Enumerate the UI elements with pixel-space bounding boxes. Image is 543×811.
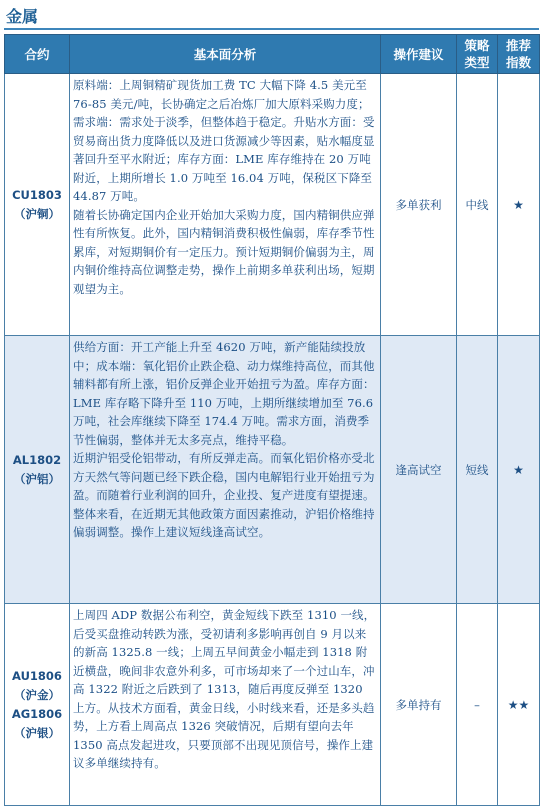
title-divider xyxy=(4,28,539,30)
strategy-cell: 短线 xyxy=(457,336,498,604)
table-row xyxy=(5,336,540,604)
analysis-cell xyxy=(70,604,381,806)
contract-code: AU1806 xyxy=(12,668,62,683)
analysis-cell xyxy=(70,74,381,336)
analysis-paragraph: 供给方面：开工产能上升至 4620 万吨，新产能陆续投放中；成本端：氧化铝价止跌企稳、动力煤维持高位，而其他辅料都有所上涨，铝价反弹企业开始扭亏为盈。库存方面：LME 库存略下降升至 110 万吨，上期所继续增加至 76.6 万吨，社会库继续下降至 174.4 万吨。需求方面，消费季节性偏弱，整体并无太多亮点，维持平稳。 xyxy=(73,340,375,447)
analysis-paragraph: 原料端：上周铜精矿现货加工费 TC 大幅下降 4.5 美元至 76-85 美元/吨，长协确定之后冶炼厂加大原料采购力度；需求端：需求处于淡季，但整体趋于稳定。升贴水方面：受贸易商出货力度降低以及进口货源减少等因素，贴水幅度显著回升至平水附近；库存方面：LME 库存维持在 20 万吨附近，上期所增长 1.0 万吨至 16.04 万吨，保税区下降至 44.87 万吨。 xyxy=(73,78,375,203)
header-rating-line1: 推荐 xyxy=(505,38,531,53)
header-strategy xyxy=(457,35,498,74)
table-row xyxy=(5,604,540,806)
header-contract: 合约 xyxy=(5,35,70,74)
analysis-paragraph: 随着长协确定国内企业开始加大采购力度，国内精铜供应弹性有所恢复。此外，国内精铜消费积极性偏弱，库存季节性累库，对短期铜价有一定压力。预计短期铜价偏弱为主，周内铜价维持高位调整走势，操作上前期多单获利出场，短期观望为主。 xyxy=(73,207,375,296)
advice-cell: 逢高试空 xyxy=(381,336,457,604)
strategy-cell: 中线 xyxy=(457,74,498,336)
metals-analysis-table xyxy=(4,34,540,806)
header-rating xyxy=(498,35,540,74)
contract-code: AG1806 xyxy=(11,706,63,721)
table-header-row xyxy=(5,35,540,74)
contract-cell xyxy=(5,604,70,806)
rating-star-icon: ★ xyxy=(498,74,540,336)
header-advice: 操作建议 xyxy=(381,35,457,74)
table-row xyxy=(5,74,540,336)
rating-star-icon: ★★ xyxy=(498,604,540,806)
analysis-paragraph: 上周四 ADP 数据公布利空，黄金短线下跌至 1310 一线，后受买盘推动转跌为涨，受初请利多影响再创自 9 月以来的新高 1325.8 一线；上周五早间黄金小幅走到 1318 附近横盘，晚间非农意外利多，可市场却来了一个过山车，冲高 1322 附近之后跌到了 1313，随后再度反弹至 1320 上方。从技术方面看，黄金日线，小时线来看，还是多头趋势，上方看上周高点 1326 突破情况，后期有望向去年 1350 高点发起进攻，只要顶部不出现见顶信号，操作上建议多单继续持有。 xyxy=(73,608,376,770)
contract-code: CU1803 xyxy=(12,187,62,202)
section-title: 金属 xyxy=(6,7,39,26)
contract-name: （沪银） xyxy=(14,725,60,740)
analysis-cell xyxy=(70,336,381,604)
contract-name: （沪金） xyxy=(14,687,60,702)
header-strategy-line2: 类型 xyxy=(464,55,490,70)
contract-cell xyxy=(5,74,70,336)
header-strategy-line1: 策略 xyxy=(464,38,490,53)
contract-code: AL1802 xyxy=(12,452,62,467)
contract-name: （沪铝） xyxy=(14,471,60,486)
analysis-paragraph: 近期沪铝受伦铝带动，有所反弹走高。而氧化铝价格亦受北方天然气等问题已经下跌企稳，国内电解铝行业开始扭亏为盈。而随着行业利润的回升，企业投、复产进度有望提速。整体来看，在近期无其他政策方面因素推动，沪铝价格维持偏弱调整。操作上建议短线逢高试空。 xyxy=(73,451,375,539)
header-analysis: 基本面分析 xyxy=(70,35,381,74)
contract-cell xyxy=(5,336,70,604)
strategy-cell: – xyxy=(457,604,498,806)
rating-star-icon: ★ xyxy=(498,336,540,604)
contract-name: （沪铜） xyxy=(14,206,60,221)
advice-cell: 多单获利 xyxy=(381,74,457,336)
advice-cell: 多单持有 xyxy=(381,604,457,806)
header-rating-line2: 指数 xyxy=(505,55,531,70)
